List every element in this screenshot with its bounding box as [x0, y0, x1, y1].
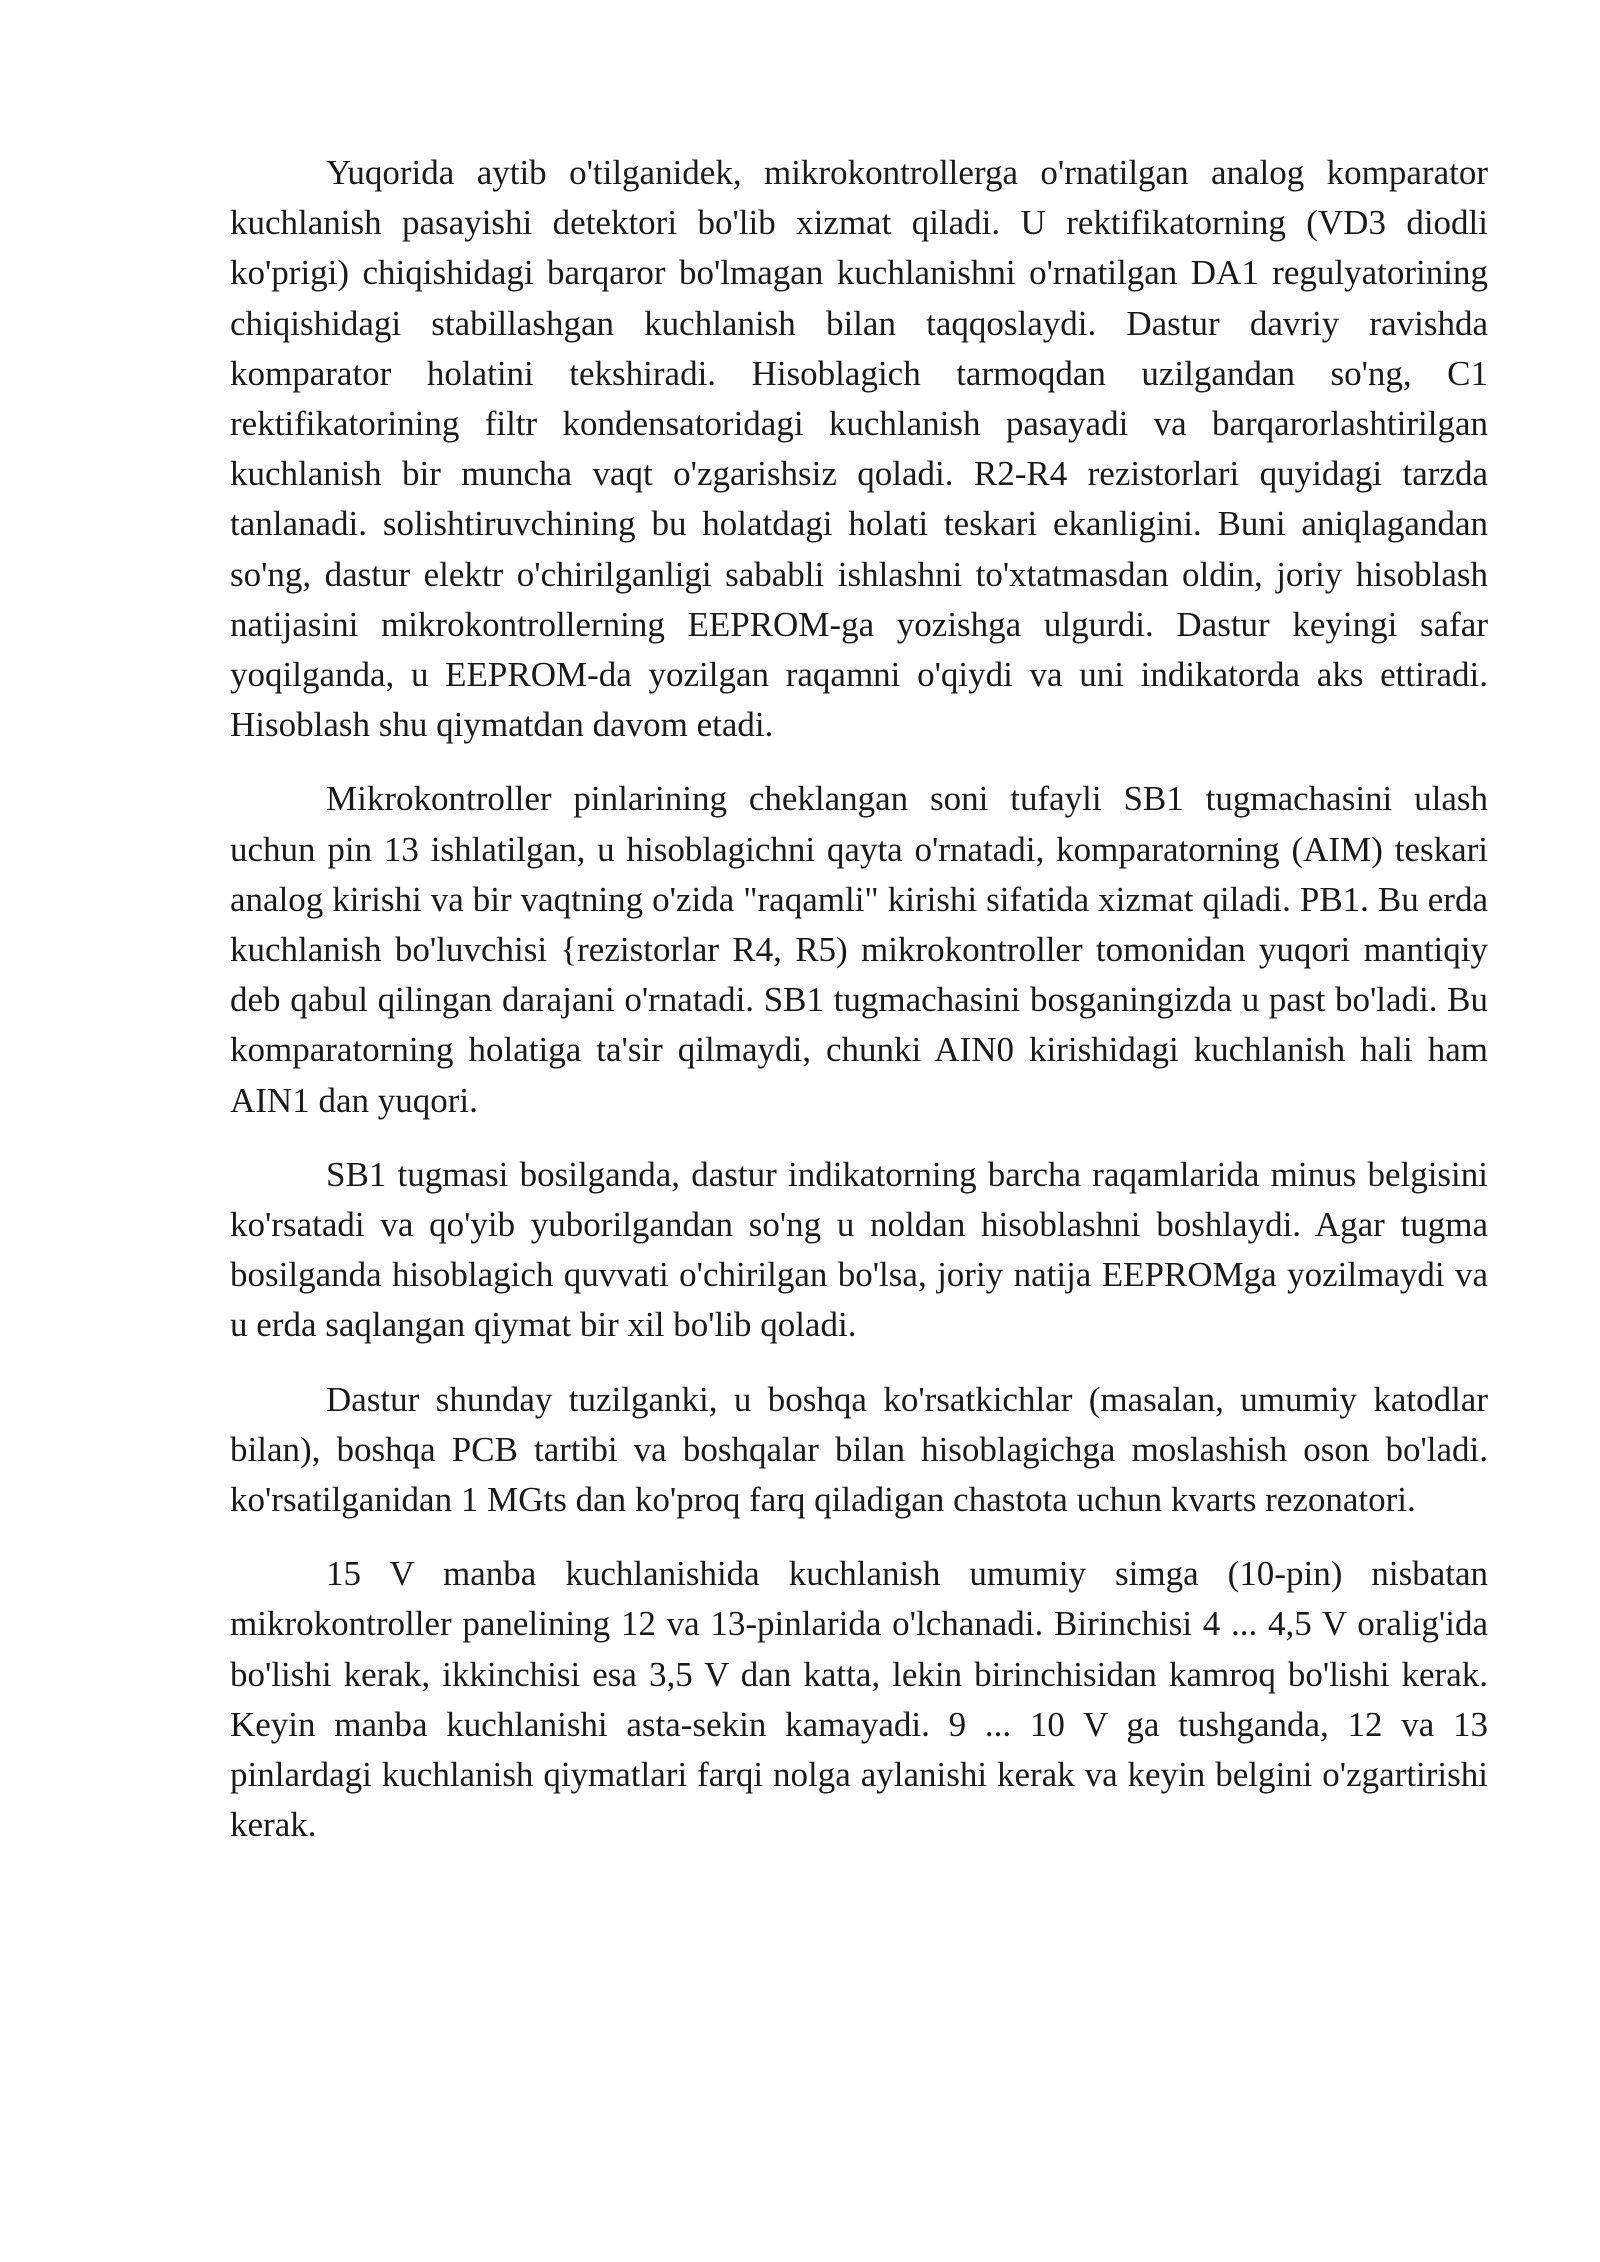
paragraph-5: 15 V manba kuchlanishida kuchlanish umumiy simga (10-pin) nisbatan mikrokontroller panelining 12 va 13-pinlarida o'lchanadi. Birinchisi 4 ... 4,5 V oralig'ida bo'lishi kerak, ikkinchisi esa 3,5 V dan katta, lekin birinchisidan kamroq bo'lishi kerak. Keyin manba kuchlanishi asta-sekin kamayadi. 9 ... 10 V ga tushganda, 12 va 13 pinlardagi kuchlanish qiymatlari farqi nolga aylanishi kerak va keyin belgini o'zgartirishi kerak.: [230, 1554, 1488, 1845]
paragraph-4: Dastur shunday tuzilganki, u boshqa ko'rsatkichlar (masalan, umumiy katodlar bilan), boshqa PCB tartibi va boshqalar bilan hisoblagichga moslashish oson bo'ladi. ko'rsatilganidan 1 MGts dan ko'proq farq qiladigan chastota uchun kvarts rezonatori.: [230, 1379, 1488, 1520]
paragraph-3: SB1 tugmasi bosilganda, dastur indikatorning barcha raqamlarida minus belgisini ko'rsatadi va qo'yib yuborilgandan so'ng u noldan hisoblashni boshlaydi. Agar tugma bosilganda hisoblagich quvvati o'chirilgan bo'lsa, joriy natija EEPROMga yozilmaydi va u erda saqlangan qiymat bir xil bo'lib qoladi.: [230, 1154, 1488, 1345]
paragraph-2: Mikrokontroller pinlarining cheklangan soni tufayli SB1 tugmachasini ulash uchun pin 13 ishlatilgan, u hisoblagichni qayta o'rnatadi, komparatorning (AIM) teskari analog kirishi va bir vaqtning o'zida "raqamli" kirishi sifatida xizmat qiladi. PB1. Bu erda kuchlanish bo'luvchisi {rezistorlar R4, R5) mikrokontroller tomonidan yuqori mantiqiy deb qabul qilingan darajani o'rnatadi. SB1 tugmachasini bosganingizda u past bo'ladi. Bu komparatorning holatiga ta'sir qilmaydi, chunki AIN0 kirishidagi kuchlanish hali ham AIN1 dan yuqori.: [230, 779, 1488, 1120]
paragraph-1: Yuqorida aytib o'tilganidek, mikrokontrollerga o'rnatilgan analog komparator kuchlanish pasayishi detektori bo'lib xizmat qiladi. U rektifikatorning (VD3 diodli ko'prigi) chiqishidagi barqaror bo'lmagan kuchlanishni o'rnatilgan DA1 regulyatorining chiqishidagi stabillashgan kuchlanish bilan taqqoslaydi. Dastur davriy ravishda komparator holatini tekshiradi. Hisoblagich tarmoqdan uzilgandan so'ng, C1 rektifikatorining filtr kondensatoridagi kuchlanish pasayadi va barqarorlashtirilgan kuchlanish bir muncha vaqt o'zgarishsiz qoladi. R2-R4 rezistorlari quyidagi tarzda tanlanadi. solishtiruvchining bu holatdagi holati teskari ekanligini. Buni aniqlagandan so'ng, dastur elektr o'chirilganligi sababli ishlashni to'xtatmasdan oldin, joriy hisoblash natijasini mikrokontrollerning EEPROM-ga yozishga ulgurdi. Dastur keyingi safar yoqilganda, u EEPROM-da yozilgan raqamni o'qiydi va uni indikatorda aks ettiradi. Hisoblash shu qiymatdan davom etadi.: [230, 153, 1488, 745]
document-page: [230, 148, 1488, 1875]
